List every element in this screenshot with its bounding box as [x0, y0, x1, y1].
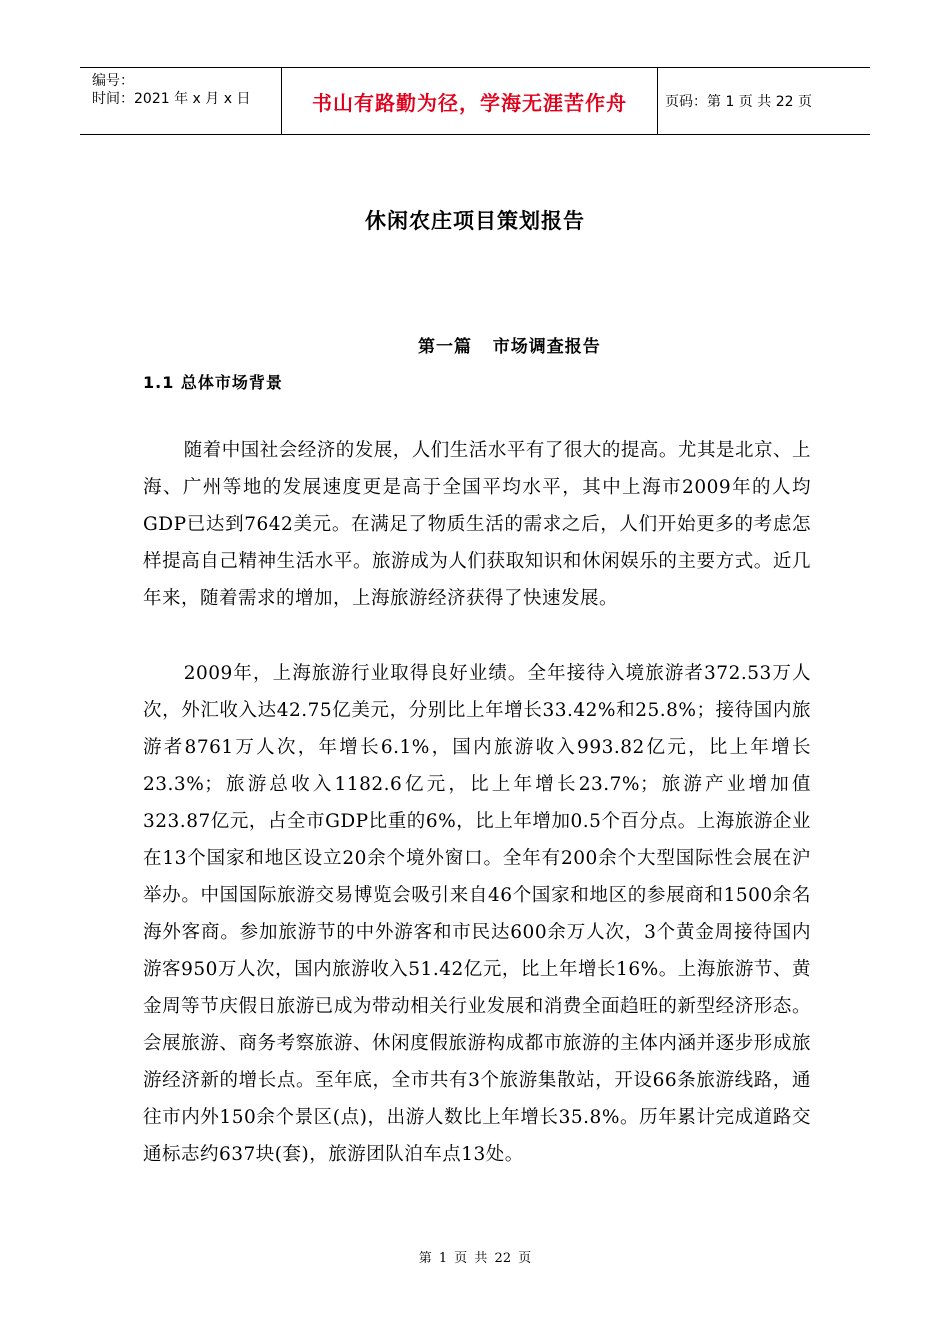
- header-meta-cell: [80, 68, 281, 134]
- page-info: 页码：第 1 页 共 22 页: [665, 94, 812, 110]
- body-paragraph: 随着中国社会经济的发展，人们生活水平有了很大的提高。尤其是北京、上海、广州等地的发展速度更是高于全国平均水平，其中上海市2009年的人均GDP已达到7642美元。在满足了物质生活的需求之后，人们开始更多的考虑怎样提高自己精神生活水平。旅游成为人们获取知识和休闲娱乐的主要方式。近几年来，随着需求的增加，上海旅游经济获得了快速发展。: [143, 440, 811, 609]
- body-paragraph-1-block: [143, 432, 811, 617]
- motto-text: 书山有路勤为径，学海无涯苦作舟: [312, 90, 627, 115]
- chapter-heading: 第一篇 市场调查报告: [418, 337, 601, 357]
- section-heading: 1.1 总体市场背景: [143, 373, 283, 392]
- document-title: 休闲农庄项目策划报告: [365, 209, 585, 233]
- page-footer: 第 1 页 共 22 页: [418, 1251, 532, 1266]
- serial-number-label: 编号：: [92, 73, 134, 89]
- body-paragraph: 2009年，上海旅游行业取得良好业绩。全年接待入境旅游者372.53万人次，外汇收入达42.75亿美元，分别比上年增长33.42%和25.8%；接待国内旅游者8761万人次，年增长6.1%，国内旅游收入993.82亿元，比上年增长23.3%；旅游总收入1182.6亿元，比上年增长23.7%；旅游产业增加值323.87亿元，占全市GDP比重的6%，比上年增加0.5个百分点。上海旅游企业在13个国家和地区设立20余个境外窗口。全年有200余个大型国际性会展在沪举办。中国国际旅游交易博览会吸引来自46个国家和地区的参展商和1500余名海外客商。参加旅游节的中外游客和市民达600余万人次，3个黄金周接待国内游客950万人次，国内旅游收入51.42亿元，比上年增长16%。上海旅游节、黄金周等节庆假日旅游已成为带动相关行业发展和消费全面趋旺的新型经济形态。会展旅游、商务考察旅游、休闲度假旅游构成都市旅游的主体内涵并逐步形成旅游经济新的增长点。至年底，全市共有3个旅游集散站，开设66条旅游线路，通往市内外150余个景区(点)，出游人数比上年增长35.8%。历年累计完成道路交通标志约637块(套)，旅游团队泊车点13处。: [143, 663, 811, 1165]
- header-motto-cell: [281, 68, 658, 134]
- date-label: 时间：2021 年 x 月 x 日: [92, 91, 251, 107]
- body-paragraph-2-block: [143, 655, 811, 1173]
- header-page-cell: [658, 68, 870, 134]
- page-header: [80, 67, 870, 135]
